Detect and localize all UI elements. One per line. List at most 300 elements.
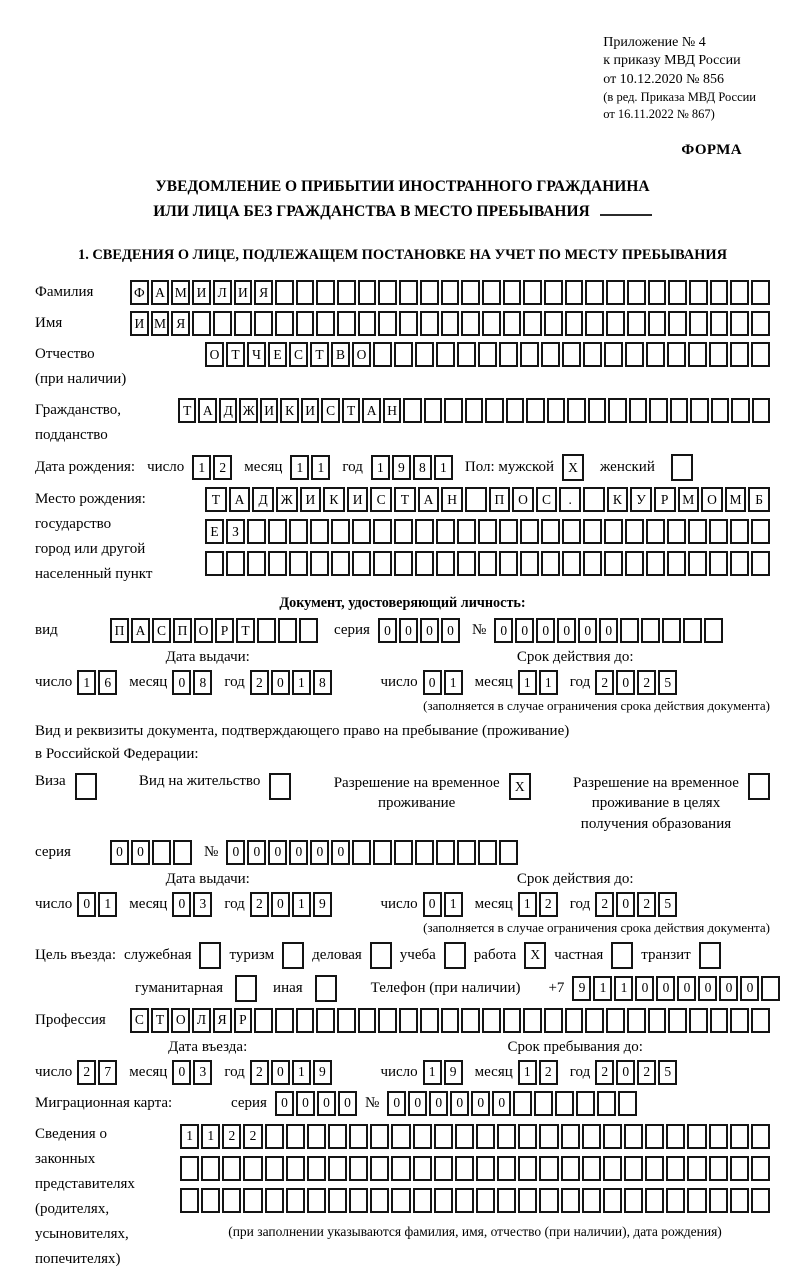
purpose-tourism-checkbox[interactable]: [282, 942, 304, 969]
char-cell[interactable]: [534, 1091, 553, 1116]
purpose-work-checkbox[interactable]: [524, 942, 546, 969]
char-cell[interactable]: [201, 1156, 220, 1181]
char-cell[interactable]: 1: [201, 1124, 220, 1149]
char-cell[interactable]: [561, 1156, 580, 1181]
char-cell[interactable]: [582, 1124, 601, 1149]
char-cell[interactable]: Т: [236, 618, 255, 643]
char-cell[interactable]: [286, 1156, 305, 1181]
char-cell[interactable]: М: [151, 311, 170, 336]
char-cell[interactable]: 2: [250, 670, 269, 695]
stay-doc-issue-day-input[interactable]: [77, 892, 117, 917]
char-cell[interactable]: [648, 280, 667, 305]
char-cell[interactable]: [541, 519, 560, 544]
char-cell[interactable]: [751, 342, 770, 367]
char-cell[interactable]: Р: [654, 487, 676, 512]
residence-permit-checkbox[interactable]: [269, 773, 291, 800]
representatives-row1-input[interactable]: [180, 1124, 770, 1149]
doc-series-input[interactable]: [378, 618, 460, 643]
char-cell[interactable]: [413, 1124, 432, 1149]
char-cell[interactable]: [761, 976, 780, 1001]
doc-valid-month-input[interactable]: [518, 670, 558, 695]
char-cell[interactable]: [269, 773, 291, 800]
char-cell[interactable]: [310, 519, 329, 544]
char-cell[interactable]: [649, 398, 667, 423]
char-cell[interactable]: [751, 1156, 770, 1181]
char-cell[interactable]: [457, 342, 476, 367]
char-cell[interactable]: [413, 1156, 432, 1181]
char-cell[interactable]: Р: [234, 1008, 253, 1033]
char-cell[interactable]: 0: [557, 618, 576, 643]
char-cell[interactable]: [478, 519, 497, 544]
char-cell[interactable]: 7: [98, 1060, 117, 1085]
char-cell[interactable]: [268, 551, 287, 576]
char-cell[interactable]: [648, 1008, 667, 1033]
char-cell[interactable]: [436, 519, 455, 544]
char-cell[interactable]: [667, 551, 686, 576]
doc-issue-month-input[interactable]: [172, 670, 212, 695]
stay-until-day-input[interactable]: [423, 1060, 463, 1085]
char-cell[interactable]: [286, 1188, 305, 1213]
char-cell[interactable]: [358, 1008, 377, 1033]
char-cell[interactable]: 0: [698, 976, 717, 1001]
char-cell[interactable]: 3: [193, 1060, 212, 1085]
char-cell[interactable]: [624, 1156, 643, 1181]
char-cell[interactable]: [243, 1188, 262, 1213]
char-cell[interactable]: Ч: [247, 342, 266, 367]
char-cell[interactable]: Д: [219, 398, 237, 423]
char-cell[interactable]: 2: [250, 892, 269, 917]
char-cell[interactable]: 6: [98, 670, 117, 695]
birth-day-input[interactable]: [192, 455, 232, 480]
char-cell[interactable]: [627, 1008, 646, 1033]
char-cell[interactable]: 0: [310, 840, 329, 865]
doc-issue-day-input[interactable]: [77, 670, 117, 695]
migration-card-series-input[interactable]: [275, 1091, 357, 1116]
char-cell[interactable]: А: [131, 618, 150, 643]
temporary-residence-education-checkbox[interactable]: [748, 773, 770, 800]
entry-year-input[interactable]: [250, 1060, 332, 1085]
char-cell[interactable]: [624, 1188, 643, 1213]
char-cell[interactable]: Е: [268, 342, 287, 367]
char-cell[interactable]: [497, 1124, 516, 1149]
char-cell[interactable]: [730, 1124, 749, 1149]
char-cell[interactable]: 1: [290, 455, 309, 480]
char-cell[interactable]: [394, 519, 413, 544]
char-cell[interactable]: [352, 551, 371, 576]
char-cell[interactable]: 0: [408, 1091, 427, 1116]
char-cell[interactable]: [709, 1124, 728, 1149]
stay-doc-valid-month-input[interactable]: [518, 892, 558, 917]
char-cell[interactable]: [687, 1156, 706, 1181]
char-cell[interactable]: [436, 840, 455, 865]
char-cell[interactable]: Ж: [276, 487, 298, 512]
char-cell[interactable]: П: [173, 618, 192, 643]
char-cell[interactable]: [352, 840, 371, 865]
char-cell[interactable]: [399, 311, 418, 336]
stay-until-month-input[interactable]: [518, 1060, 558, 1085]
char-cell[interactable]: 0: [296, 1091, 315, 1116]
stay-doc-valid-year-input[interactable]: [595, 892, 677, 917]
char-cell[interactable]: И: [192, 280, 211, 305]
char-cell[interactable]: [352, 519, 371, 544]
char-cell[interactable]: [541, 342, 560, 367]
char-cell[interactable]: [205, 551, 224, 576]
char-cell[interactable]: [497, 1188, 516, 1213]
birth-place-row2-input[interactable]: [205, 519, 770, 544]
char-cell[interactable]: [561, 1188, 580, 1213]
char-cell[interactable]: 1: [292, 670, 311, 695]
char-cell[interactable]: [670, 398, 688, 423]
char-cell[interactable]: [583, 487, 605, 512]
purpose-business-checkbox[interactable]: [370, 942, 392, 969]
purpose-private-checkbox[interactable]: [611, 942, 633, 969]
char-cell[interactable]: С: [536, 487, 558, 512]
char-cell[interactable]: [485, 398, 503, 423]
char-cell[interactable]: 0: [635, 976, 654, 1001]
char-cell[interactable]: [523, 280, 542, 305]
char-cell[interactable]: [731, 398, 749, 423]
char-cell[interactable]: 0: [441, 618, 460, 643]
char-cell[interactable]: [562, 519, 581, 544]
char-cell[interactable]: [668, 280, 687, 305]
char-cell[interactable]: [399, 1008, 418, 1033]
stay-doc-issue-year-input[interactable]: [250, 892, 332, 917]
char-cell[interactable]: А: [198, 398, 216, 423]
char-cell[interactable]: 0: [578, 618, 597, 643]
stay-doc-valid-day-input[interactable]: [423, 892, 463, 917]
char-cell[interactable]: О: [194, 618, 213, 643]
char-cell[interactable]: .: [559, 487, 581, 512]
purpose-official-checkbox[interactable]: [199, 942, 221, 969]
char-cell[interactable]: [648, 311, 667, 336]
patronymic-input[interactable]: [205, 342, 770, 367]
char-cell[interactable]: [415, 342, 434, 367]
char-cell[interactable]: Т: [205, 487, 227, 512]
char-cell[interactable]: [576, 1091, 595, 1116]
char-cell[interactable]: П: [110, 618, 129, 643]
char-cell[interactable]: [499, 519, 518, 544]
char-cell[interactable]: [627, 280, 646, 305]
char-cell[interactable]: Т: [342, 398, 360, 423]
char-cell[interactable]: [585, 280, 604, 305]
char-cell[interactable]: [378, 1008, 397, 1033]
char-cell[interactable]: [75, 773, 97, 800]
char-cell[interactable]: [316, 311, 335, 336]
char-cell[interactable]: [331, 551, 350, 576]
char-cell[interactable]: [373, 519, 392, 544]
char-cell[interactable]: [541, 551, 560, 576]
char-cell[interactable]: [394, 342, 413, 367]
char-cell[interactable]: [370, 1124, 389, 1149]
char-cell[interactable]: О: [701, 487, 723, 512]
char-cell[interactable]: [415, 551, 434, 576]
entry-month-input[interactable]: [172, 1060, 212, 1085]
char-cell[interactable]: [582, 1188, 601, 1213]
char-cell[interactable]: [668, 311, 687, 336]
char-cell[interactable]: [434, 1188, 453, 1213]
char-cell[interactable]: Н: [383, 398, 401, 423]
char-cell[interactable]: [152, 840, 171, 865]
char-cell[interactable]: 0: [226, 840, 245, 865]
char-cell[interactable]: [518, 1156, 537, 1181]
char-cell[interactable]: 9: [572, 976, 591, 1001]
char-cell[interactable]: [420, 280, 439, 305]
char-cell[interactable]: [730, 311, 749, 336]
char-cell[interactable]: 3: [193, 892, 212, 917]
char-cell[interactable]: 0: [387, 1091, 406, 1116]
char-cell[interactable]: И: [347, 487, 369, 512]
char-cell[interactable]: А: [418, 487, 440, 512]
char-cell[interactable]: [349, 1188, 368, 1213]
representatives-row2-input[interactable]: [180, 1156, 770, 1181]
char-cell[interactable]: [391, 1124, 410, 1149]
char-cell[interactable]: [544, 280, 563, 305]
char-cell[interactable]: 0: [536, 618, 555, 643]
char-cell[interactable]: [683, 618, 702, 643]
char-cell[interactable]: [604, 519, 623, 544]
char-cell[interactable]: Ж: [239, 398, 257, 423]
char-cell[interactable]: [646, 342, 665, 367]
char-cell[interactable]: [265, 1156, 284, 1181]
char-cell[interactable]: [296, 280, 315, 305]
char-cell[interactable]: [539, 1188, 558, 1213]
char-cell[interactable]: 0: [423, 892, 442, 917]
char-cell[interactable]: [461, 1008, 480, 1033]
char-cell[interactable]: 2: [637, 670, 656, 695]
doc-valid-year-input[interactable]: [595, 670, 677, 695]
char-cell[interactable]: [441, 280, 460, 305]
char-cell[interactable]: [561, 1124, 580, 1149]
char-cell[interactable]: [730, 1156, 749, 1181]
char-cell[interactable]: [337, 311, 356, 336]
char-cell[interactable]: 5: [658, 670, 677, 695]
char-cell[interactable]: [265, 1124, 284, 1149]
char-cell[interactable]: 0: [616, 892, 635, 917]
char-cell[interactable]: 0: [599, 618, 618, 643]
char-cell[interactable]: [373, 840, 392, 865]
char-cell[interactable]: 0: [399, 618, 418, 643]
char-cell[interactable]: [687, 1188, 706, 1213]
char-cell[interactable]: [247, 519, 266, 544]
char-cell[interactable]: [751, 1188, 770, 1213]
char-cell[interactable]: [378, 280, 397, 305]
char-cell[interactable]: [520, 342, 539, 367]
char-cell[interactable]: [465, 398, 483, 423]
char-cell[interactable]: 0: [420, 618, 439, 643]
char-cell[interactable]: 1: [98, 892, 117, 917]
char-cell[interactable]: [476, 1188, 495, 1213]
char-cell[interactable]: 0: [172, 892, 191, 917]
char-cell[interactable]: [751, 1008, 770, 1033]
char-cell[interactable]: Ф: [130, 280, 149, 305]
char-cell[interactable]: [688, 551, 707, 576]
char-cell[interactable]: [646, 551, 665, 576]
char-cell[interactable]: И: [130, 311, 149, 336]
char-cell[interactable]: [394, 551, 413, 576]
char-cell[interactable]: [461, 280, 480, 305]
char-cell[interactable]: И: [300, 487, 322, 512]
char-cell[interactable]: [503, 280, 522, 305]
char-cell[interactable]: [192, 311, 211, 336]
char-cell[interactable]: [436, 551, 455, 576]
char-cell[interactable]: 1: [423, 1060, 442, 1085]
char-cell[interactable]: [234, 311, 253, 336]
char-cell[interactable]: [457, 519, 476, 544]
char-cell[interactable]: 0: [271, 670, 290, 695]
char-cell[interactable]: [415, 519, 434, 544]
char-cell[interactable]: [711, 398, 729, 423]
char-cell[interactable]: С: [289, 342, 308, 367]
char-cell[interactable]: [296, 311, 315, 336]
char-cell[interactable]: [286, 1124, 305, 1149]
char-cell[interactable]: [606, 311, 625, 336]
char-cell[interactable]: 1: [593, 976, 612, 1001]
char-cell[interactable]: [299, 618, 318, 643]
char-cell[interactable]: [499, 342, 518, 367]
char-cell[interactable]: [358, 311, 377, 336]
given-name-input[interactable]: [130, 311, 770, 336]
char-cell[interactable]: 0: [494, 618, 513, 643]
char-cell[interactable]: [730, 280, 749, 305]
char-cell[interactable]: [243, 1156, 262, 1181]
visa-checkbox[interactable]: [75, 773, 97, 800]
char-cell[interactable]: А: [362, 398, 380, 423]
char-cell[interactable]: М: [725, 487, 747, 512]
char-cell[interactable]: [476, 1124, 495, 1149]
char-cell[interactable]: [358, 280, 377, 305]
char-cell[interactable]: З: [226, 519, 245, 544]
birth-year-input[interactable]: [371, 455, 453, 480]
char-cell[interactable]: [523, 1008, 542, 1033]
char-cell[interactable]: [441, 311, 460, 336]
char-cell[interactable]: [667, 519, 686, 544]
char-cell[interactable]: 0: [317, 1091, 336, 1116]
char-cell[interactable]: [688, 519, 707, 544]
char-cell[interactable]: [275, 280, 294, 305]
char-cell[interactable]: 0: [677, 976, 696, 1001]
char-cell[interactable]: [424, 398, 442, 423]
char-cell[interactable]: [461, 311, 480, 336]
char-cell[interactable]: М: [171, 280, 190, 305]
char-cell[interactable]: [420, 311, 439, 336]
birth-place-row3-input[interactable]: [205, 551, 770, 576]
char-cell[interactable]: К: [607, 487, 629, 512]
char-cell[interactable]: 1: [518, 670, 537, 695]
char-cell[interactable]: О: [352, 342, 371, 367]
char-cell[interactable]: 0: [450, 1091, 469, 1116]
char-cell[interactable]: Л: [192, 1008, 211, 1033]
char-cell[interactable]: [604, 551, 623, 576]
char-cell[interactable]: [316, 1008, 335, 1033]
char-cell[interactable]: [689, 1008, 708, 1033]
char-cell[interactable]: [667, 342, 686, 367]
char-cell[interactable]: 0: [247, 840, 266, 865]
char-cell[interactable]: 2: [595, 1060, 614, 1085]
char-cell[interactable]: 1: [518, 892, 537, 917]
char-cell[interactable]: [709, 551, 728, 576]
char-cell[interactable]: 1: [444, 670, 463, 695]
char-cell[interactable]: 0: [616, 670, 635, 695]
char-cell[interactable]: 0: [616, 1060, 635, 1085]
profession-input[interactable]: [130, 1008, 770, 1033]
char-cell[interactable]: 0: [338, 1091, 357, 1116]
char-cell[interactable]: Р: [215, 618, 234, 643]
char-cell[interactable]: [690, 398, 708, 423]
char-cell[interactable]: 2: [637, 1060, 656, 1085]
char-cell[interactable]: 0: [515, 618, 534, 643]
char-cell[interactable]: 1: [518, 1060, 537, 1085]
char-cell[interactable]: 5: [658, 1060, 677, 1085]
char-cell[interactable]: К: [280, 398, 298, 423]
char-cell[interactable]: [506, 398, 524, 423]
char-cell[interactable]: [247, 551, 266, 576]
char-cell[interactable]: 2: [539, 1060, 558, 1085]
representatives-row3-input[interactable]: [180, 1188, 770, 1213]
purpose-other-checkbox[interactable]: [315, 975, 337, 1002]
char-cell[interactable]: [730, 1008, 749, 1033]
char-cell[interactable]: [478, 342, 497, 367]
char-cell[interactable]: [539, 1156, 558, 1181]
char-cell[interactable]: [478, 551, 497, 576]
char-cell[interactable]: 9: [313, 1060, 332, 1085]
purpose-transit-checkbox[interactable]: [699, 942, 721, 969]
char-cell[interactable]: 0: [131, 840, 150, 865]
char-cell[interactable]: [567, 398, 585, 423]
char-cell[interactable]: 0: [471, 1091, 490, 1116]
char-cell[interactable]: [666, 1124, 685, 1149]
doc-valid-day-input[interactable]: [423, 670, 463, 695]
char-cell[interactable]: [699, 942, 721, 969]
char-cell[interactable]: А: [229, 487, 251, 512]
char-cell[interactable]: [316, 280, 335, 305]
char-cell[interactable]: 1: [371, 455, 390, 480]
char-cell[interactable]: [373, 342, 392, 367]
char-cell[interactable]: И: [234, 280, 253, 305]
char-cell[interactable]: [328, 1188, 347, 1213]
char-cell[interactable]: [751, 280, 770, 305]
char-cell[interactable]: С: [152, 618, 171, 643]
char-cell[interactable]: [436, 342, 455, 367]
char-cell[interactable]: [597, 1091, 616, 1116]
char-cell[interactable]: [555, 1091, 574, 1116]
char-cell[interactable]: [604, 342, 623, 367]
char-cell[interactable]: [434, 1156, 453, 1181]
char-cell[interactable]: [606, 1008, 625, 1033]
char-cell[interactable]: В: [331, 342, 350, 367]
char-cell[interactable]: [629, 398, 647, 423]
char-cell[interactable]: [565, 311, 584, 336]
char-cell[interactable]: Т: [310, 342, 329, 367]
char-cell[interactable]: [278, 618, 297, 643]
char-cell[interactable]: [689, 311, 708, 336]
char-cell[interactable]: [526, 398, 544, 423]
char-cell[interactable]: [457, 551, 476, 576]
char-cell[interactable]: [235, 975, 257, 1002]
char-cell[interactable]: [583, 519, 602, 544]
char-cell[interactable]: 0: [77, 892, 96, 917]
char-cell[interactable]: [349, 1124, 368, 1149]
char-cell[interactable]: [606, 280, 625, 305]
char-cell[interactable]: [645, 1124, 664, 1149]
char-cell[interactable]: [582, 1156, 601, 1181]
char-cell[interactable]: [752, 398, 770, 423]
char-cell[interactable]: [751, 311, 770, 336]
birth-place-row1-input[interactable]: [205, 487, 770, 512]
char-cell[interactable]: [668, 1008, 687, 1033]
char-cell[interactable]: [482, 311, 501, 336]
char-cell[interactable]: [608, 398, 626, 423]
citizenship-input[interactable]: [178, 398, 770, 423]
